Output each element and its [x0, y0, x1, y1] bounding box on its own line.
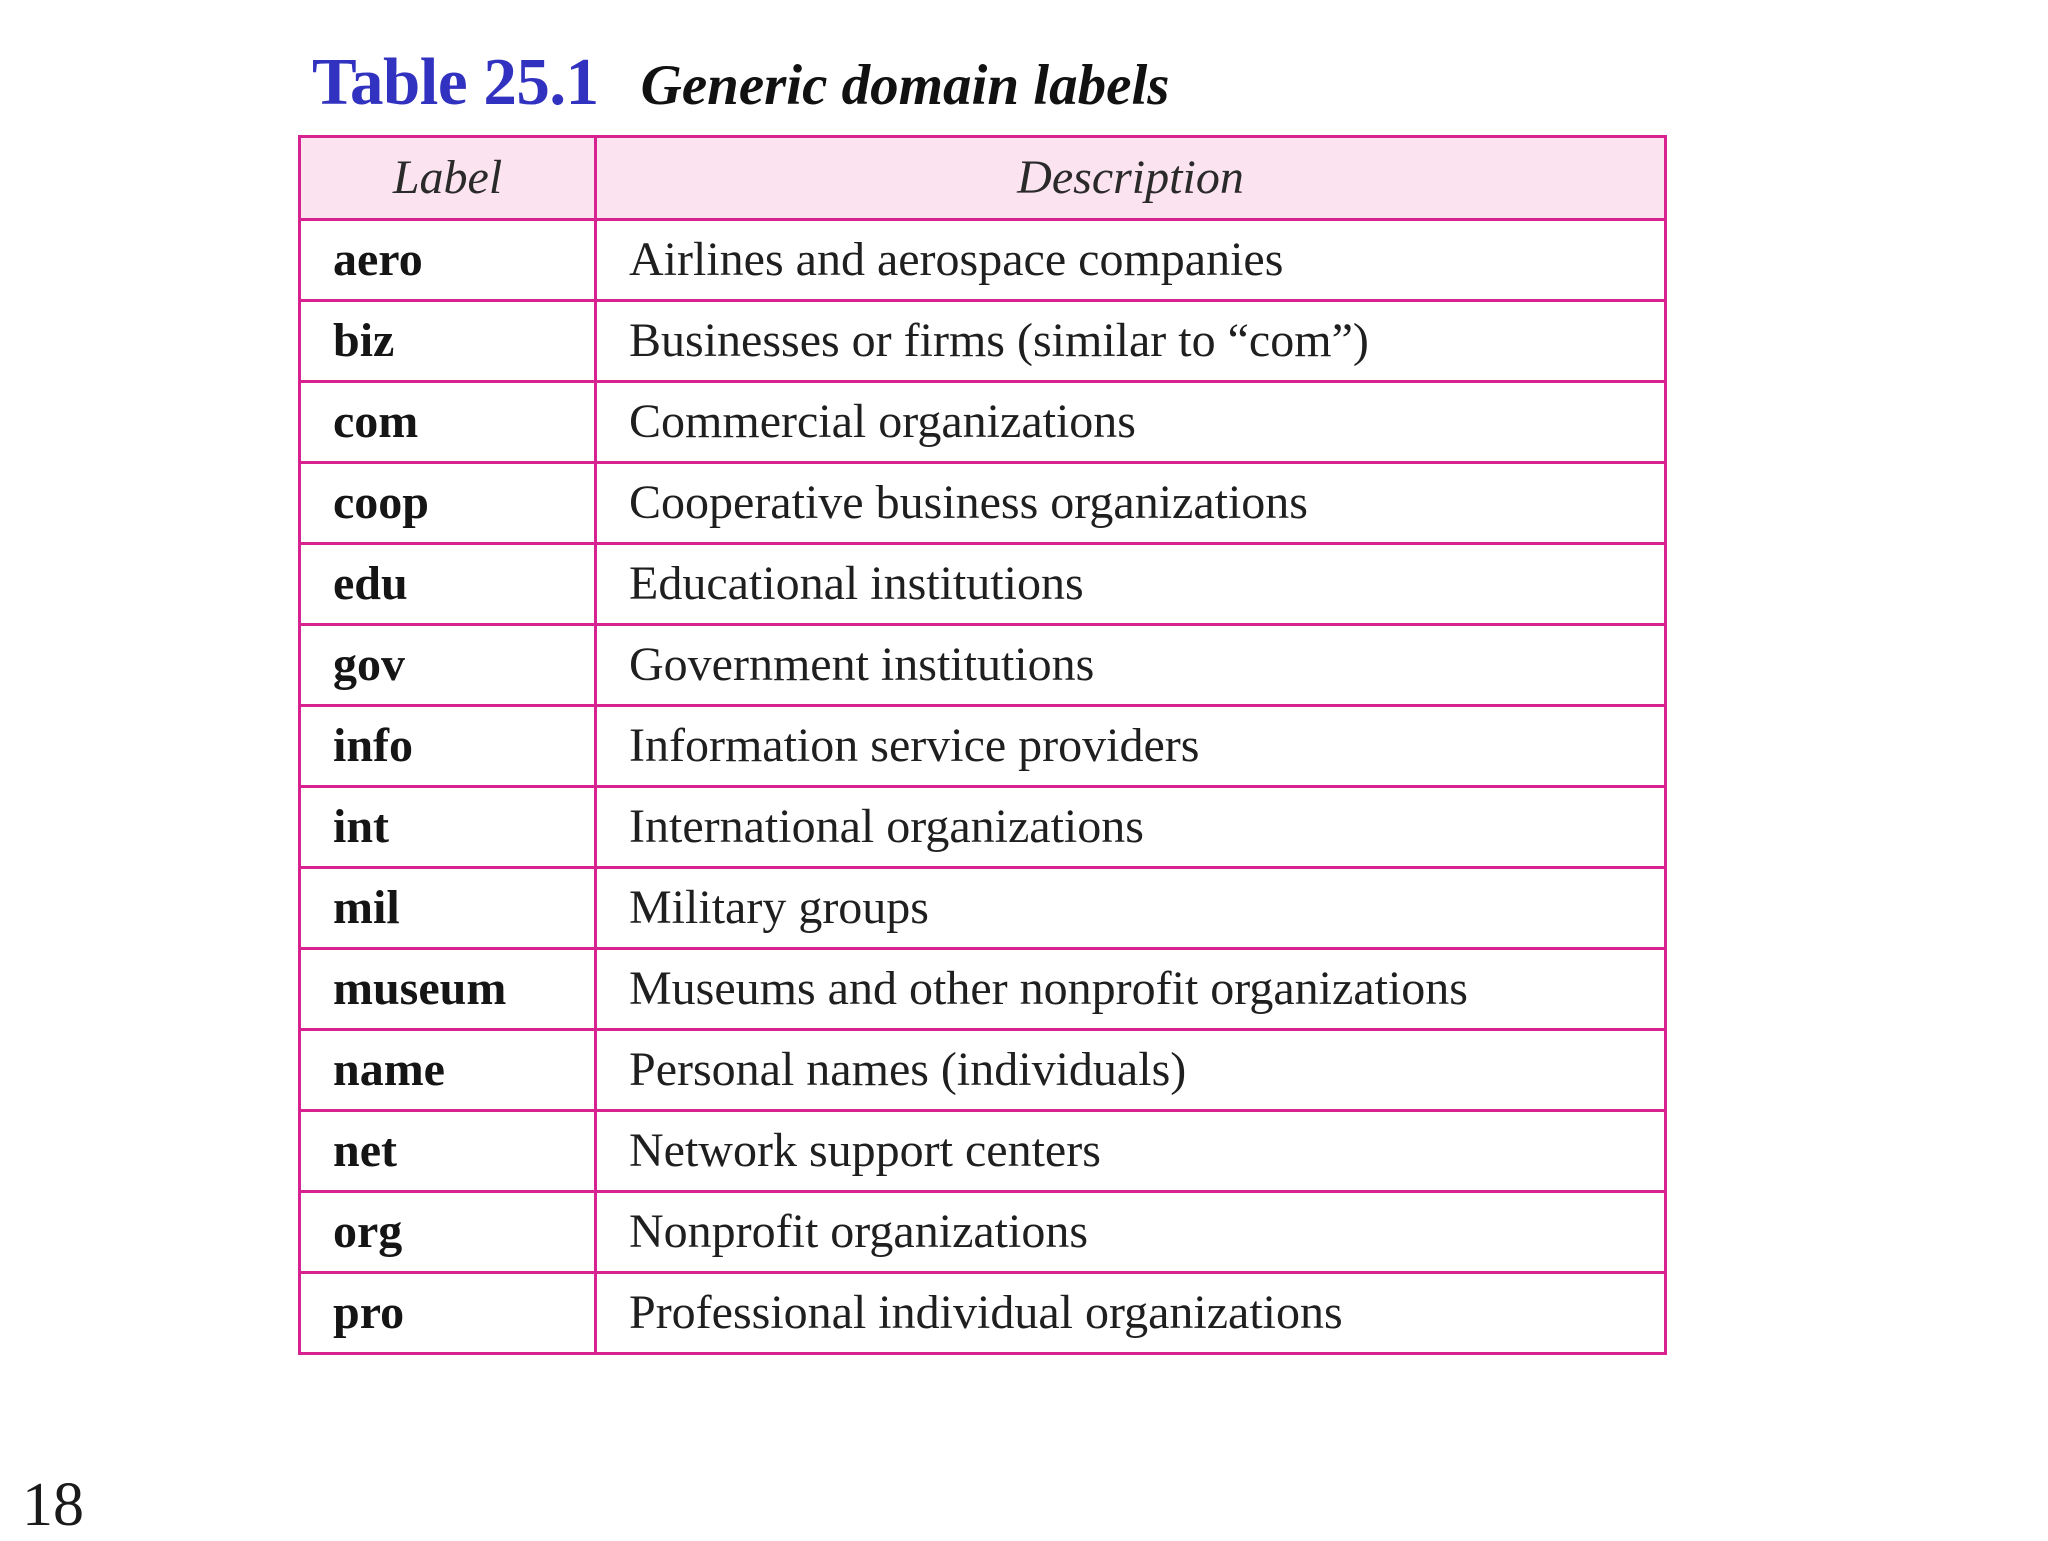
row-label: org: [300, 1192, 596, 1273]
row-label: info: [300, 706, 596, 787]
row-label: net: [300, 1111, 596, 1192]
table-row: [300, 1111, 1666, 1192]
table-row: [300, 1030, 1666, 1111]
row-description: Nonprofit organizations: [596, 1192, 1666, 1273]
table-row: [300, 949, 1666, 1030]
row-label: biz: [300, 301, 596, 382]
header-description: Description: [596, 137, 1666, 220]
table-row: [300, 1273, 1666, 1354]
header-label: Label: [300, 137, 596, 220]
row-description: Network support centers: [596, 1111, 1666, 1192]
row-label: int: [300, 787, 596, 868]
table-title: Generic domain labels: [640, 54, 1170, 117]
row-label: coop: [300, 463, 596, 544]
row-description: Businesses or firms (similar to “com”): [596, 301, 1666, 382]
table-header: [300, 137, 1666, 220]
table-row: [300, 625, 1666, 706]
row-label: com: [300, 382, 596, 463]
row-label: pro: [300, 1273, 596, 1354]
row-description: Museums and other nonprofit organizations: [596, 949, 1666, 1030]
table-row: [300, 706, 1666, 787]
row-description: Educational institutions: [596, 544, 1666, 625]
row-label: edu: [300, 544, 596, 625]
row-label: mil: [300, 868, 596, 949]
table-row: [300, 301, 1666, 382]
table-row: [300, 382, 1666, 463]
row-description: Professional individual organizations: [596, 1273, 1666, 1354]
page-number: 18: [22, 1471, 84, 1539]
row-description: Information service providers: [596, 706, 1666, 787]
table-row: [300, 220, 1666, 301]
row-label: museum: [300, 949, 596, 1030]
row-description: Cooperative business organizations: [596, 463, 1666, 544]
domain-labels-table: [298, 135, 1667, 1355]
row-description: Government institutions: [596, 625, 1666, 706]
row-label: gov: [300, 625, 596, 706]
table-row: [300, 544, 1666, 625]
table-number: Table 25.1: [312, 45, 599, 119]
header-row: [300, 137, 1666, 220]
table-row: [300, 1192, 1666, 1273]
row-label: name: [300, 1030, 596, 1111]
row-description: Personal names (individuals): [596, 1030, 1666, 1111]
table-row: [300, 463, 1666, 544]
table-row: [300, 787, 1666, 868]
table-row: [300, 868, 1666, 949]
table-caption: [312, 44, 1169, 124]
row-description: Military groups: [596, 868, 1666, 949]
row-description: Commercial organizations: [596, 382, 1666, 463]
table-body: [300, 220, 1666, 1354]
row-description: International organizations: [596, 787, 1666, 868]
row-description: Airlines and aerospace companies: [596, 220, 1666, 301]
row-label: aero: [300, 220, 596, 301]
